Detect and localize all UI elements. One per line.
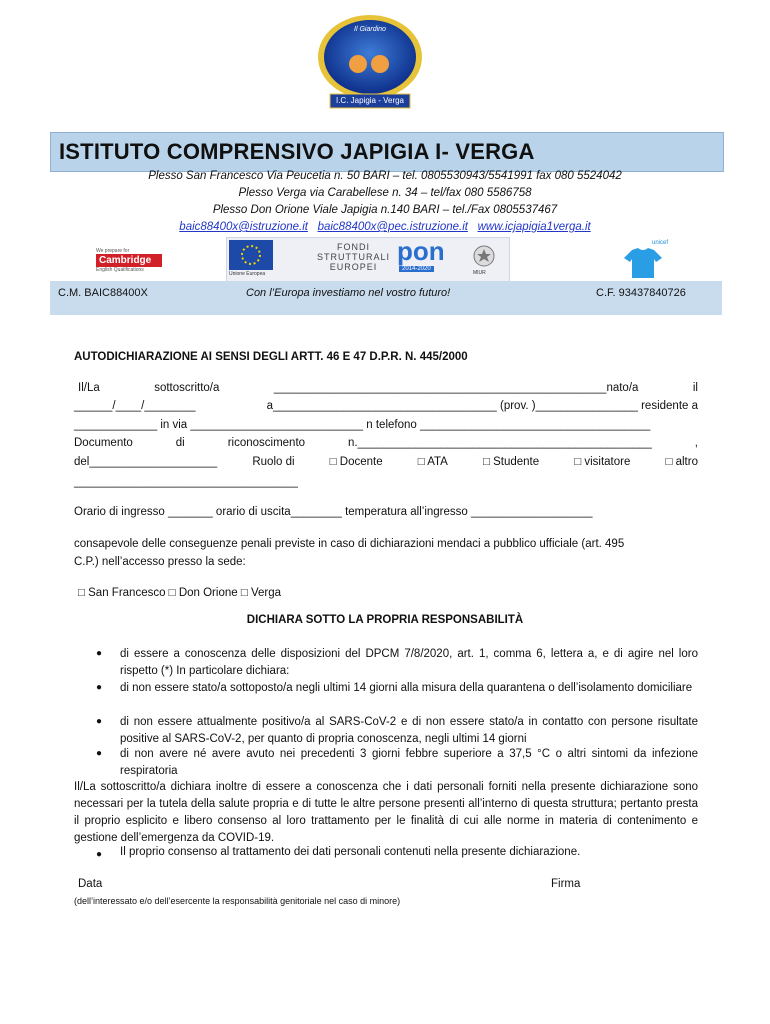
consapevole-line-1: consapevole delle conseguenze penali previste in caso di dichiarazioni mendaci a pubblico ufficiale (art. 495 xyxy=(74,538,625,550)
bullet-glyph: ● xyxy=(96,849,103,860)
fondi-line-3: EUROPEI xyxy=(329,262,378,272)
unicef-tshirt-logo xyxy=(618,240,668,282)
cm-code: C.M. BAIC88400X xyxy=(58,287,148,299)
role-checkbox-altro[interactable]: □ altro xyxy=(665,456,698,468)
field-label-il: il xyxy=(692,382,698,394)
privacy-paragraph: Il/La sottoscritto/a dichiara inoltre di essere a conoscenza che i dati personali forniti nella presente dichiarazione sono necessari per la tutela della salute propria e di tutte le altre persone presenti all’interno di questa struttura; pertanto presta il proprio esplicito e libero consenso al loro trattamento per le finalità di cui alle norme in materia di contenimento e gestione dell’emergenza da COVID-19. xyxy=(74,781,698,844)
eu-flag-icon xyxy=(229,240,273,270)
field-comma: , xyxy=(694,437,698,449)
cambridge-text: Cambridge xyxy=(96,254,162,267)
fondi-line-1: FONDI xyxy=(337,242,370,252)
school-title: ISTITUTO COMPRENSIVO JAPIGIA I- VERGA xyxy=(59,139,535,164)
pon-years: 2014-2020 xyxy=(399,266,434,272)
fondi-line-2: STRUTTURALI xyxy=(317,252,391,262)
role-checkbox-ata[interactable]: □ ATA xyxy=(417,456,448,468)
title-band xyxy=(50,132,724,172)
unicef-text: unicef xyxy=(651,240,668,246)
declaration-item: di non essere stato/a sottoposto/a negli ultimi 14 giorni alla misura della quarantena o dell’isolamento domiciliare xyxy=(120,682,693,694)
date-label: Data xyxy=(78,878,103,890)
form-line-6[interactable]: ___________________________________ xyxy=(74,476,298,488)
pon-banner xyxy=(226,237,510,283)
field-label-di: di xyxy=(175,437,185,449)
declaration-item: di non essere attualmente positivo/a al SARS-CoV-2 e di non essere stato/a in contatto con persone risultate positive al SARS-CoV-2, per quanto di propria conoscenza, negli ultimi 14 giorni xyxy=(120,716,698,745)
signature-label: Firma xyxy=(551,878,581,890)
sede-checkboxes[interactable]: □ San Francesco □ Don Orione □ Verga xyxy=(78,587,282,599)
address-line-3: Plesso Don Orione Viale Japigia n.140 BARI – tel./Fax 0805537467 xyxy=(212,204,558,216)
logo-text-bottom: I.C. Japigia - Verga xyxy=(335,96,405,105)
bullet-glyph: ● xyxy=(96,748,103,759)
form-line-5 xyxy=(74,453,698,472)
field-document-blank[interactable]: n.______________________________________________ xyxy=(348,437,652,449)
field-label-ruolo: Ruolo di xyxy=(252,456,295,468)
ue-label: Unione Europea xyxy=(229,271,266,277)
contact-links xyxy=(0,221,770,233)
address-line-1: Plesso San Francesco Via Peucetia n. 50 BARI – tel. 0805530943/5541991 fax 080 5524042 xyxy=(148,170,622,182)
field-label-il-la: Il/La xyxy=(78,382,100,394)
form-line-1 xyxy=(74,379,698,398)
pon-text: pon xyxy=(397,236,445,266)
form-line-2 xyxy=(74,397,698,416)
declaration-item: di non avere né avere avuto nei precedenti 3 giorni febbre superiore a 37,5 °C o altri sintomi da infezione respiratoria xyxy=(120,748,698,777)
cambridge-logo xyxy=(96,248,166,280)
bullet-glyph: ● xyxy=(96,648,103,659)
consent-item: Il proprio consenso al trattamento dei dati personali contenuti nella presente dichiarazione. xyxy=(120,846,581,858)
field-name-blank[interactable]: ____________________________________________________nato/a xyxy=(273,382,639,394)
tshirt-icon xyxy=(618,246,668,280)
logo-text-top: Il Giardino xyxy=(354,26,386,33)
field-label-documento: Documento xyxy=(74,437,133,449)
bullet-glyph: ● xyxy=(96,716,103,727)
field-document-date-blank[interactable]: del____________________ xyxy=(74,456,218,468)
field-birthplace-blank[interactable]: a___________________________________ (prov. )________________ residente a xyxy=(266,400,698,412)
role-checkbox-visitatore[interactable]: □ visitatore xyxy=(574,456,631,468)
bullet-glyph: ● xyxy=(96,682,103,693)
field-label-riconoscimento: riconoscimento xyxy=(227,437,306,449)
school-logo xyxy=(310,12,430,112)
website-link[interactable]: www.icjapigia1verga.it xyxy=(477,221,591,233)
orario-line[interactable]: Orario di ingresso _______ orario di uscita________ temperatura all’ingresso ___________________ xyxy=(74,506,593,518)
info-band xyxy=(50,281,722,315)
field-birthdate-blank[interactable]: ______/____/________ xyxy=(74,400,196,412)
role-checkbox-studente[interactable]: □ Studente xyxy=(482,456,540,468)
field-label-sottoscritto: sottoscritto/a xyxy=(154,382,220,394)
dichiara-heading: DICHIARA SOTTO LA PROPRIA RESPONSABILITÀ xyxy=(246,614,524,626)
role-checkbox-docente[interactable]: □ Docente xyxy=(329,456,383,468)
email-link[interactable]: baic88400x@istruzione.it xyxy=(179,221,308,233)
footnote: (dell’interessato e/o dell’esercente la responsabilità genitoriale nel caso di minore) xyxy=(74,896,401,906)
declaration-item: di essere a conoscenza delle disposizioni del DPCM 7/8/2020, art. 1, comma 6, lettera a, e di agire nel loro rispetto (*) In particolare dichiara: xyxy=(120,648,698,677)
consapevole-line-2: C.P.) nell’accesso presso la sede: xyxy=(74,556,246,568)
form-line-3[interactable]: _____________ in via ___________________________ n telefono ____________________________________ xyxy=(74,419,651,431)
address-line-2: Plesso Verga via Carabellese n. 34 – tel/fax 080 5586758 xyxy=(238,187,532,199)
cambridge-small-text: We prepare for xyxy=(96,248,130,254)
cambridge-sub-text: English Qualifications xyxy=(96,267,144,273)
pec-email-link[interactable]: baic88400x@pec.istruzione.it xyxy=(317,221,468,233)
miur-label: MIUR xyxy=(473,270,486,276)
italian-emblem-icon xyxy=(472,244,496,268)
motto: Con l’Europa investiamo nel vostro futuro! xyxy=(246,287,451,299)
fondi-text xyxy=(317,242,390,272)
form-heading: AUTODICHIARAZIONE AI SENSI DEGLI ARTT. 46 E 47 D.P.R. N. 445/2000 xyxy=(74,351,468,363)
cf-code: C.F. 93437840726 xyxy=(596,287,686,299)
form-line-4 xyxy=(74,434,698,453)
